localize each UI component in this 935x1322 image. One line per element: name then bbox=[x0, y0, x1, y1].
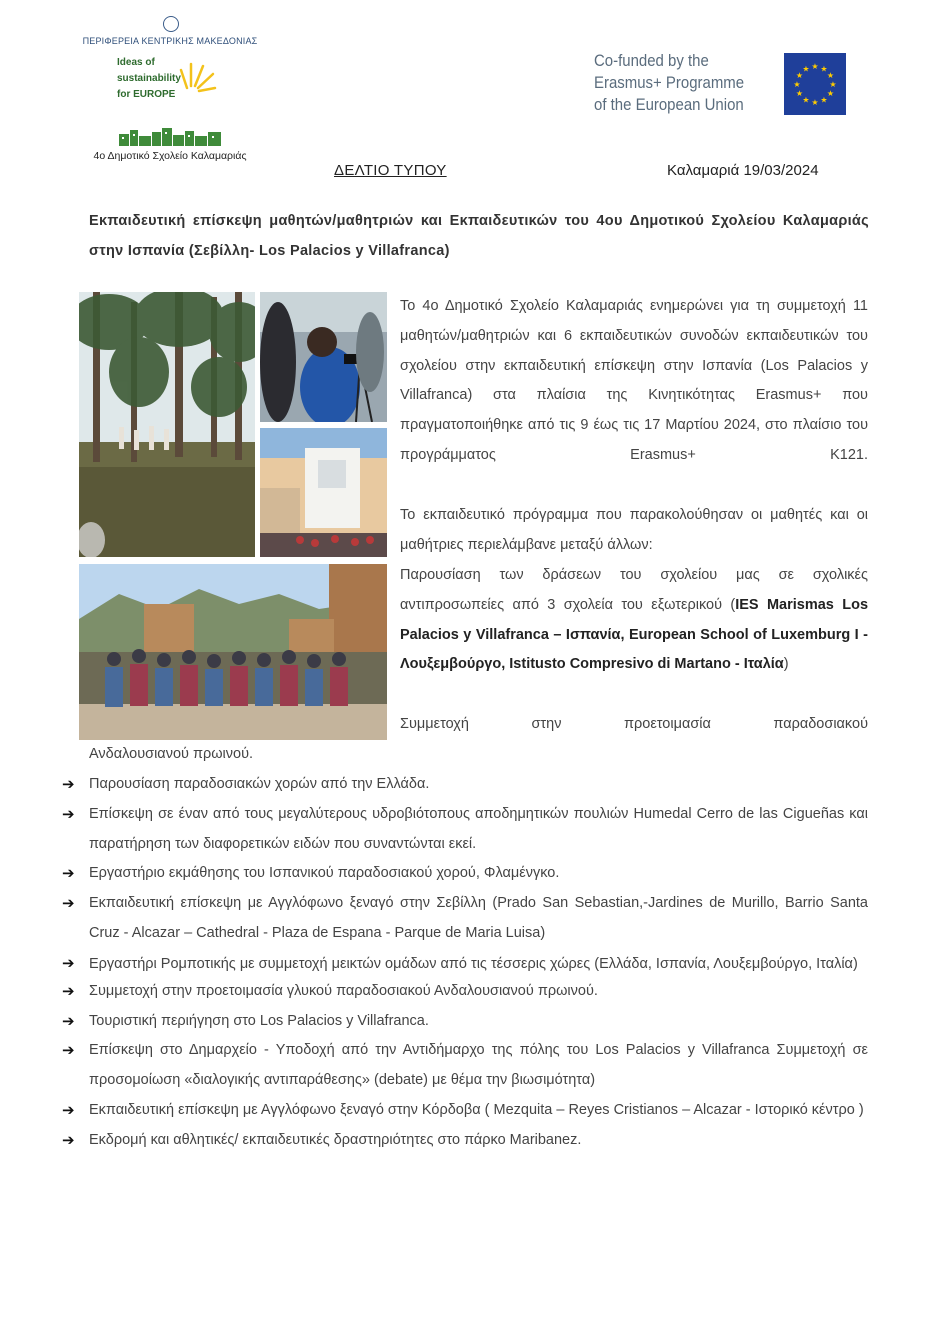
list-item: ➔ Επίσκεψη σε έναν από τους μεγαλύτερους υδροβιότοπους αποδημητικών πουλιών Humedal Cerro de las Cigueñas και παρατήρηση των διαφορετικών ειδών που συναντώνται εκεί. bbox=[62, 800, 868, 860]
list-item: ➔ Εκπαιδευτική επίσκεψη με Αγγλόφωνο ξεναγό στην Σεβίλλη (Prado San Sebastian,-Jardines de Murillo, Barrio Santa Cruz - Alcazar – Cathedral - Plaza de Espana - Parque de Maria Luisa) bbox=[62, 889, 868, 949]
list-item: ➔ Εργαστήριο εκμάθησης του Ισπανικού παραδοσιακού χορού, Φλαμένγκο. bbox=[62, 859, 868, 889]
paragraph-3-start: Παρουσίαση των δράσεων του σχολείου μας σε σχολικές αντιπροσωπείες από 3 σχολεία του εξωτερικού ( bbox=[400, 567, 868, 613]
school-building-photo bbox=[260, 428, 387, 557]
svg-text:★: ★ bbox=[795, 89, 804, 98]
school-name: 4ο Δημοτικό Σχολείο Καλαμαριάς bbox=[93, 150, 247, 162]
erasmus-line-1: Co-funded by the bbox=[594, 51, 709, 70]
erasmus-logo bbox=[594, 48, 850, 118]
logo-line-1: Ideas of bbox=[117, 57, 155, 68]
list-item: ➔ Τουριστική περιήγηση στο Los Palacios y Villafranca. bbox=[62, 1007, 868, 1037]
svg-text:★: ★ bbox=[795, 71, 804, 80]
arrow-bullet-icon: ➔ bbox=[62, 1012, 75, 1030]
svg-text:★: ★ bbox=[811, 98, 819, 107]
paragraph-3-end: ) bbox=[783, 656, 789, 673]
svg-text:★: ★ bbox=[829, 80, 837, 89]
press-release-date: Καλαμαριά 19/03/2024 bbox=[667, 162, 819, 179]
erasmus-line-2: Erasmus+ Programme bbox=[594, 73, 745, 92]
svg-text:★: ★ bbox=[802, 95, 810, 105]
arrow-bullet-icon: ➔ bbox=[62, 865, 75, 883]
svg-text:★: ★ bbox=[820, 64, 828, 74]
arrow-bullet-icon: ➔ bbox=[62, 982, 75, 1000]
list-item: ➔ Εκδρομή και αθλητικές/ εκπαιδευτικές δραστηριότητες στο πάρκο Maribanez. bbox=[62, 1126, 868, 1156]
arrow-bullet-icon: ➔ bbox=[62, 1101, 75, 1119]
city-skyline-icon bbox=[119, 128, 221, 146]
svg-text:★: ★ bbox=[820, 95, 828, 105]
forest-group-photo bbox=[79, 292, 255, 557]
svg-text:★: ★ bbox=[793, 80, 801, 89]
svg-text:★: ★ bbox=[826, 71, 835, 80]
intro-paragraph-2: Το εκπαιδευτικό πρόγραμμα που παρακολούθησαν οι μαθητές και οι μαθήτριες περιελάμβανε μεταξύ άλλων: bbox=[400, 507, 868, 553]
erasmus-line-3: of the European Union bbox=[594, 95, 744, 114]
ideas-for-europe-logo bbox=[115, 52, 225, 148]
list-item: ➔ Παρουσίαση παραδοσιακών χορών από την Ελλάδα. bbox=[62, 770, 868, 800]
list-item: ➔ Συμμετοχή στην προετοιμασία γλυκού παραδοσιακού Ανδαλουσιανού πρωινού. bbox=[62, 977, 868, 1007]
arrow-bullet-icon: ➔ bbox=[62, 776, 75, 793]
sun-icon bbox=[177, 58, 217, 98]
greek-emblem-icon bbox=[163, 16, 179, 32]
arrow-bullet-icon: ➔ bbox=[62, 954, 75, 972]
svg-text:★: ★ bbox=[802, 64, 810, 74]
intro-paragraph-4-line-2: Ανδαλουσιανού πρωινού. bbox=[89, 746, 254, 762]
press-release-title: ΔΕΛΤΙΟ ΤΥΠΟΥ bbox=[334, 162, 447, 179]
region-name: ΠΕΡΙΦΕΡΕΙΑ ΚΕΝΤΡΙΚΗΣ ΜΑΚΕΔΟΝΙΑΣ bbox=[82, 36, 258, 46]
intro-paragraph-3 bbox=[400, 561, 868, 680]
logo-line-3: for EUROPE bbox=[117, 89, 176, 100]
activity-list bbox=[62, 770, 868, 1156]
eu-flag-icon bbox=[784, 53, 846, 115]
arrow-bullet-icon: ➔ bbox=[62, 1131, 75, 1149]
alhambra-group-photo bbox=[79, 564, 387, 740]
regional-school-logo bbox=[75, 14, 265, 164]
partner-schools: IES Marismas Los Palacios y Villafranca – Ισπανία, European School of Luxemburg I - Λουξεμβούργο, Istitusto Compresivo di Martano - Ιταλία bbox=[400, 596, 869, 673]
svg-text:★: ★ bbox=[811, 62, 819, 71]
arrow-bullet-icon: ➔ bbox=[62, 1042, 75, 1060]
headline: Εκπαιδευτική επίσκεψη μαθητών/μαθητριών και Εκπαιδευτικών του 4ου Δημοτικού Σχολείου Καλαμαριάς στην Ισπανία (Σεβίλλη- Los Palacios y Villafranca) bbox=[89, 213, 869, 259]
list-item: ➔ Εκπαιδευτική επίσκεψη με Αγγλόφωνο ξεναγό στην Κόρδοβα ( Mezquita – Reyes Cristianos – Alcazar - Ιστορικό κέντρο ) bbox=[62, 1096, 868, 1126]
intro-paragraph-1: Το 4ο Δημοτικό Σχολείο Καλαμαριάς ενημερώνει για τη συμμετοχή 11 μαθητών/μαθητριών και 6 εκπαιδευτικών συνοδών εκπαιδευτικών του σχολείου στην εκπαιδευτική επίσκεψη στην Ισπανία (Los Palacios y Villafranca) στα πλαίσια της Κινητικότητας Erasmus+ που πραγματοποιήθηκε από τις 9 έως τις 17 Μαρτίου 2024, στο πλαίσιο του προγράμματος Erasmus+ K121. bbox=[400, 298, 868, 463]
binoculars-photo bbox=[260, 292, 387, 422]
arrow-bullet-icon: ➔ bbox=[62, 895, 75, 913]
intro-paragraph-4-line-1: Συμμετοχή στην προετοιμασία παραδοσιακού bbox=[400, 716, 868, 732]
svg-text:★: ★ bbox=[826, 89, 835, 98]
logo-line-2: sustainability bbox=[117, 73, 181, 84]
list-item: ➔ Εργαστήρι Ρομποτικής με συμμετοχή μεικτών ομάδων από τις τέσσερις χώρες (Ελλάδα, Ισπανία, Λουξεμβούργο, Ιταλία) bbox=[62, 949, 868, 977]
list-item: ➔ Επίσκεψη στο Δημαρχείο - Υποδοχή από την Αντιδήμαρχο της πόλης του Los Palacios y Villafranca Συμμετοχή σε προσομοίωση «διαλογικής αντιπαράθεσης» (debate) με θέμα την βιωσιμότητα) bbox=[62, 1036, 868, 1096]
arrow-bullet-icon: ➔ bbox=[62, 805, 75, 823]
